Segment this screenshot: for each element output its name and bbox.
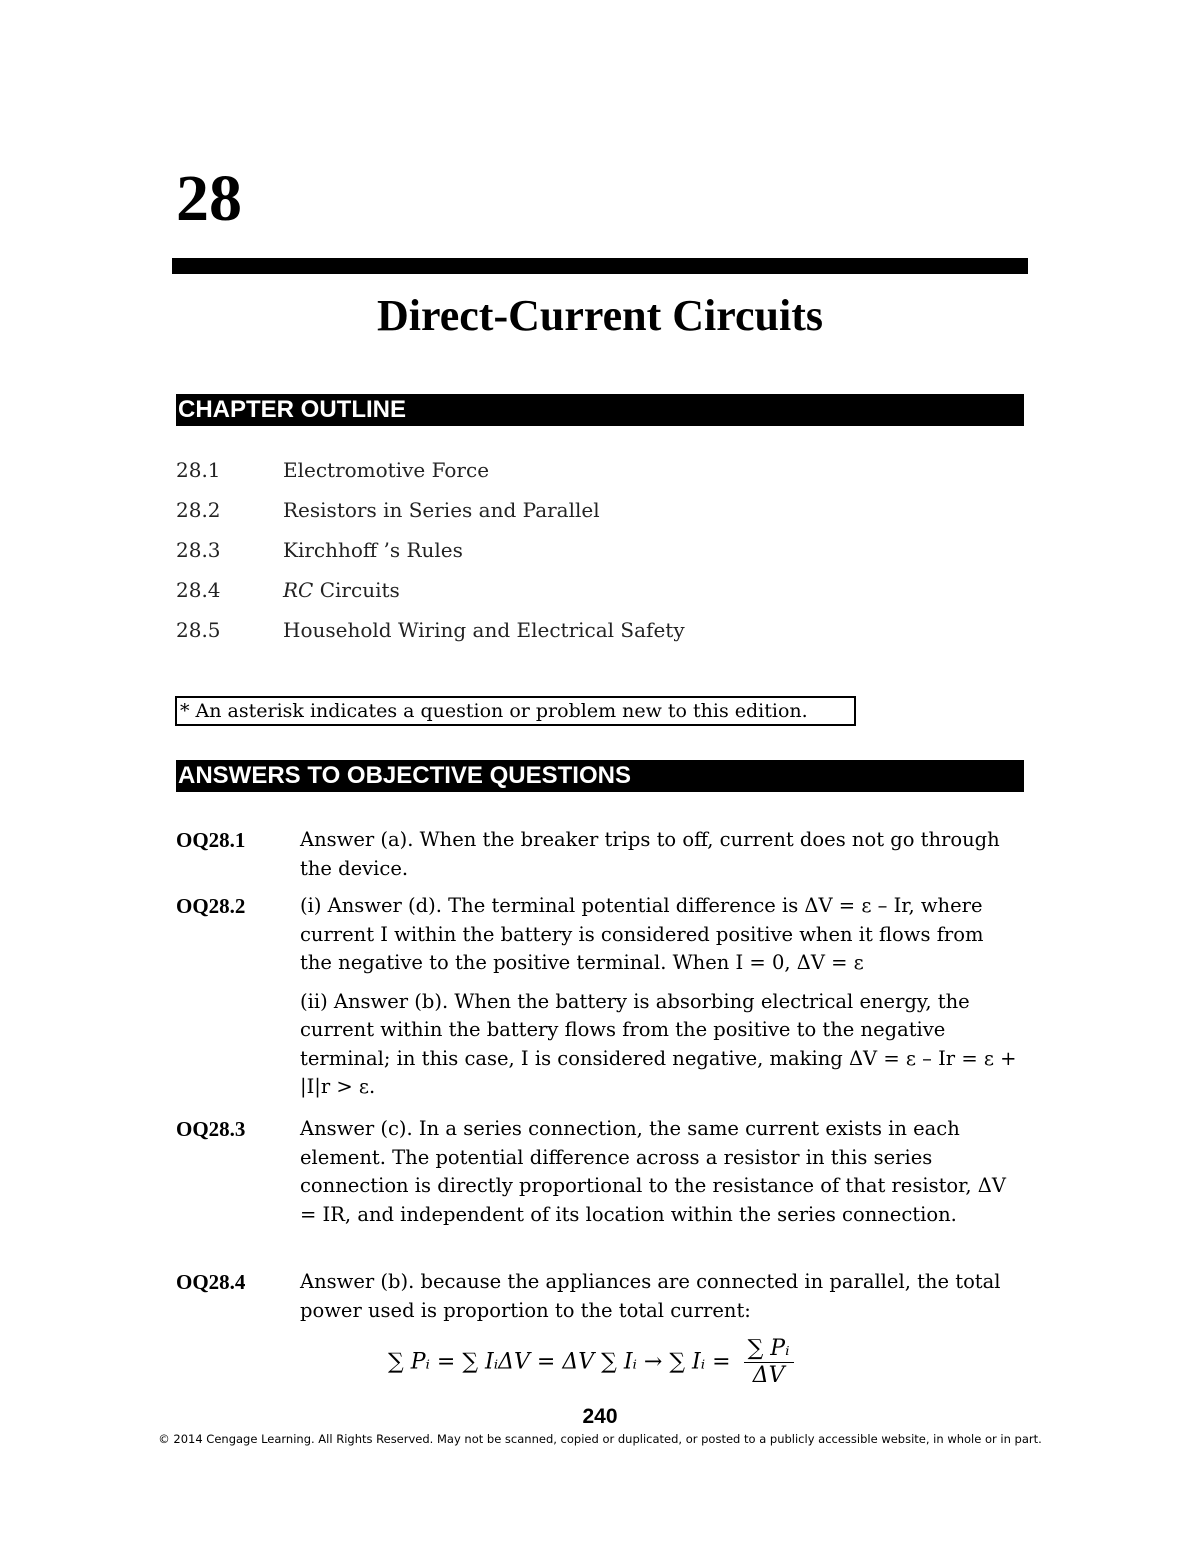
chapter-rule xyxy=(172,258,1028,274)
formula-denominator: ΔV xyxy=(752,1363,785,1388)
answer-paragraph: Answer (b). because the appliances are connected in parallel, the total power used is proportion to the total current: xyxy=(300,1270,1001,1322)
outline-item-title-italic: RC xyxy=(283,578,314,602)
question-answer xyxy=(300,826,1020,883)
chapter-title: Direct-Current Circuits xyxy=(377,291,823,340)
copyright-notice: © 2014 Cengage Learning. All Rights Reserved. May not be scanned, copied or duplicated, or posted to a publicly accessible website, in whole or in part. xyxy=(158,1432,1042,1446)
question-answer xyxy=(300,892,1020,1102)
question-answer xyxy=(300,1268,1020,1325)
answer-paragraph: (ii) Answer (b). When the battery is absorbing electrical energy, the current within the battery flows from the positive to the negative terminal; in this case, I is considered negative, making ΔV = ε – Ir = ε + |I|r > ε. xyxy=(300,989,1017,1098)
question-label: OQ28.4 xyxy=(176,1270,246,1294)
formula-numerator: ∑ Pᵢ xyxy=(744,1336,794,1363)
outline-item xyxy=(176,612,1024,652)
chapter-number: 28 xyxy=(176,162,242,235)
chapter-outline-list xyxy=(176,452,1024,652)
objective-questions-heading: ANSWERS TO OBJECTIVE QUESTIONS xyxy=(176,760,1024,792)
question-label: OQ28.2 xyxy=(176,894,246,918)
question-label: OQ28.1 xyxy=(176,828,246,852)
outline-item-number: 28.5 xyxy=(176,618,221,642)
outline-item-number: 28.1 xyxy=(176,458,221,482)
answer-paragraph: Answer (c). In a series connection, the same current exists in each element. The potential difference across a resistor in this series connection is directly proportional to the resistance of that resistor, ΔV = IR, and independent of its location within the series connection. xyxy=(300,1117,1006,1226)
outline-item-title: Resistors in Series and Parallel xyxy=(283,498,600,522)
power-sum-formula xyxy=(388,1336,794,1389)
chapter-outline-heading: CHAPTER OUTLINE xyxy=(176,394,1024,426)
outline-item-number: 28.4 xyxy=(176,578,221,602)
outline-item-number: 28.3 xyxy=(176,538,221,562)
outline-item xyxy=(176,532,1024,572)
formula-lhs: ∑ Pᵢ = ∑ IᵢΔV = ΔV ∑ Iᵢ → ∑ Iᵢ = xyxy=(388,1349,731,1375)
page-number: 240 xyxy=(582,1405,618,1428)
asterisk-note-box: * An asterisk indicates a question or problem new to this edition. xyxy=(175,696,856,726)
question-label: OQ28.3 xyxy=(176,1117,246,1141)
outline-item-number: 28.2 xyxy=(176,498,221,522)
outline-item-title: Household Wiring and Electrical Safety xyxy=(283,618,685,642)
answer-paragraph: (i) Answer (d). The terminal potential difference is ΔV = ε – Ir, where current I within the battery is considered positive when it flows from the negative to the positive terminal. When I = 0, ΔV = ε xyxy=(300,894,984,974)
outline-item xyxy=(176,452,1024,492)
answer-paragraph: Answer (a). When the breaker trips to off, current does not go through the device. xyxy=(300,828,1000,880)
question-answer xyxy=(300,1115,1020,1229)
outline-item-title-rest: Circuits xyxy=(313,578,400,602)
outline-item xyxy=(176,492,1024,532)
outline-item-title xyxy=(283,572,400,608)
formula-fraction xyxy=(744,1336,794,1389)
outline-item xyxy=(176,572,1024,612)
outline-item-title: Electromotive Force xyxy=(283,458,490,482)
outline-item-title: Kirchhoff ’s Rules xyxy=(283,538,463,562)
